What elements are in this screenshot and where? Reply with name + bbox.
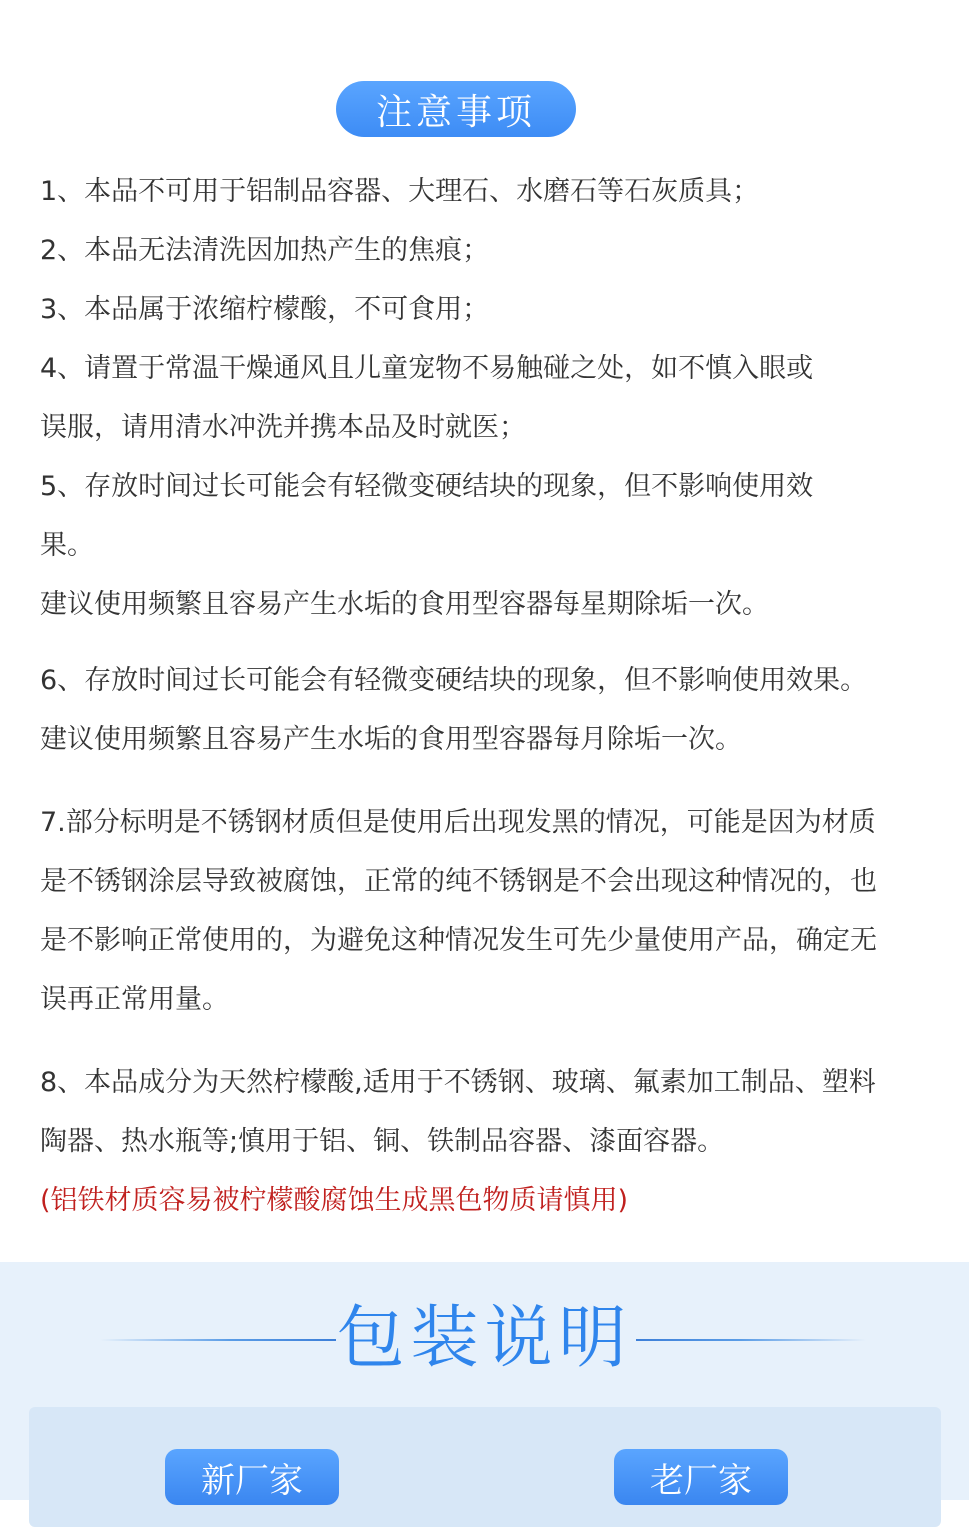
notice-line: 果。	[40, 530, 94, 561]
old-maker-label: 老厂家	[650, 1460, 752, 1501]
notice-line: 是不影响正常使用的，为避免这种情况发生可先少量使用产品，确定无	[40, 925, 877, 956]
notice-line: 5、存放时间过长可能会有轻微变硬结块的现象，但不影响使用效	[40, 471, 814, 502]
notice-line: 8、本品成分为天然柠檬酸,适用于不锈钢、玻璃、氟素加工制品、塑料	[40, 1067, 876, 1098]
notice-title-badge	[336, 81, 576, 137]
notice-line: 6、存放时间过长可能会有轻微变硬结块的现象，但不影响使用效果。	[40, 665, 868, 696]
packaging-section	[0, 1262, 969, 1500]
notice-line: 误再正常用量。	[40, 984, 229, 1015]
new-maker-label: 新厂家	[201, 1460, 303, 1501]
old-maker-tag	[614, 1449, 788, 1505]
notice-line: 是不锈钢涂层导致被腐蚀，正常的纯不锈钢是不会出现这种情况的，也	[40, 866, 877, 897]
title-divider-right	[636, 1339, 866, 1341]
notice-line: 建议使用频繁且容易产生水垢的食用型容器每月除垢一次。	[40, 724, 742, 755]
notice-title: 注意事项	[375, 91, 536, 133]
notice-line: 建议使用频繁且容易产生水垢的食用型容器每星期除垢一次。	[40, 589, 769, 620]
notice-line: 3、本品属于浓缩柠檬酸，不可食用；	[40, 294, 490, 325]
notice-line: 2、本品无法清洗因加热产生的焦痕；	[40, 235, 490, 266]
notice-line: 陶器、热水瓶等;慎用于铝、铜、铁制品容器、漆面容器。	[40, 1126, 725, 1157]
notice-line: 4、请置于常温干燥通风且儿童宠物不易触碰之处，如不慎入眼或	[40, 353, 814, 384]
warning-note: (铝铁材质容易被柠檬酸腐蚀生成黑色物质请慎用)	[40, 1185, 629, 1216]
new-maker-tag	[165, 1449, 339, 1505]
notice-line: 7.部分标明是不锈钢材质但是使用后出现发黑的情况，可能是因为材质	[40, 807, 876, 838]
notice-line: 误服，请用清水冲洗并携本品及时就医；	[40, 412, 526, 443]
notice-line: 1、本品不可用于铝制品容器、大理石、水磨石等石灰质具；	[40, 176, 760, 207]
packaging-title: 包装说明	[336, 1299, 633, 1378]
notice-list	[40, 162, 952, 1230]
